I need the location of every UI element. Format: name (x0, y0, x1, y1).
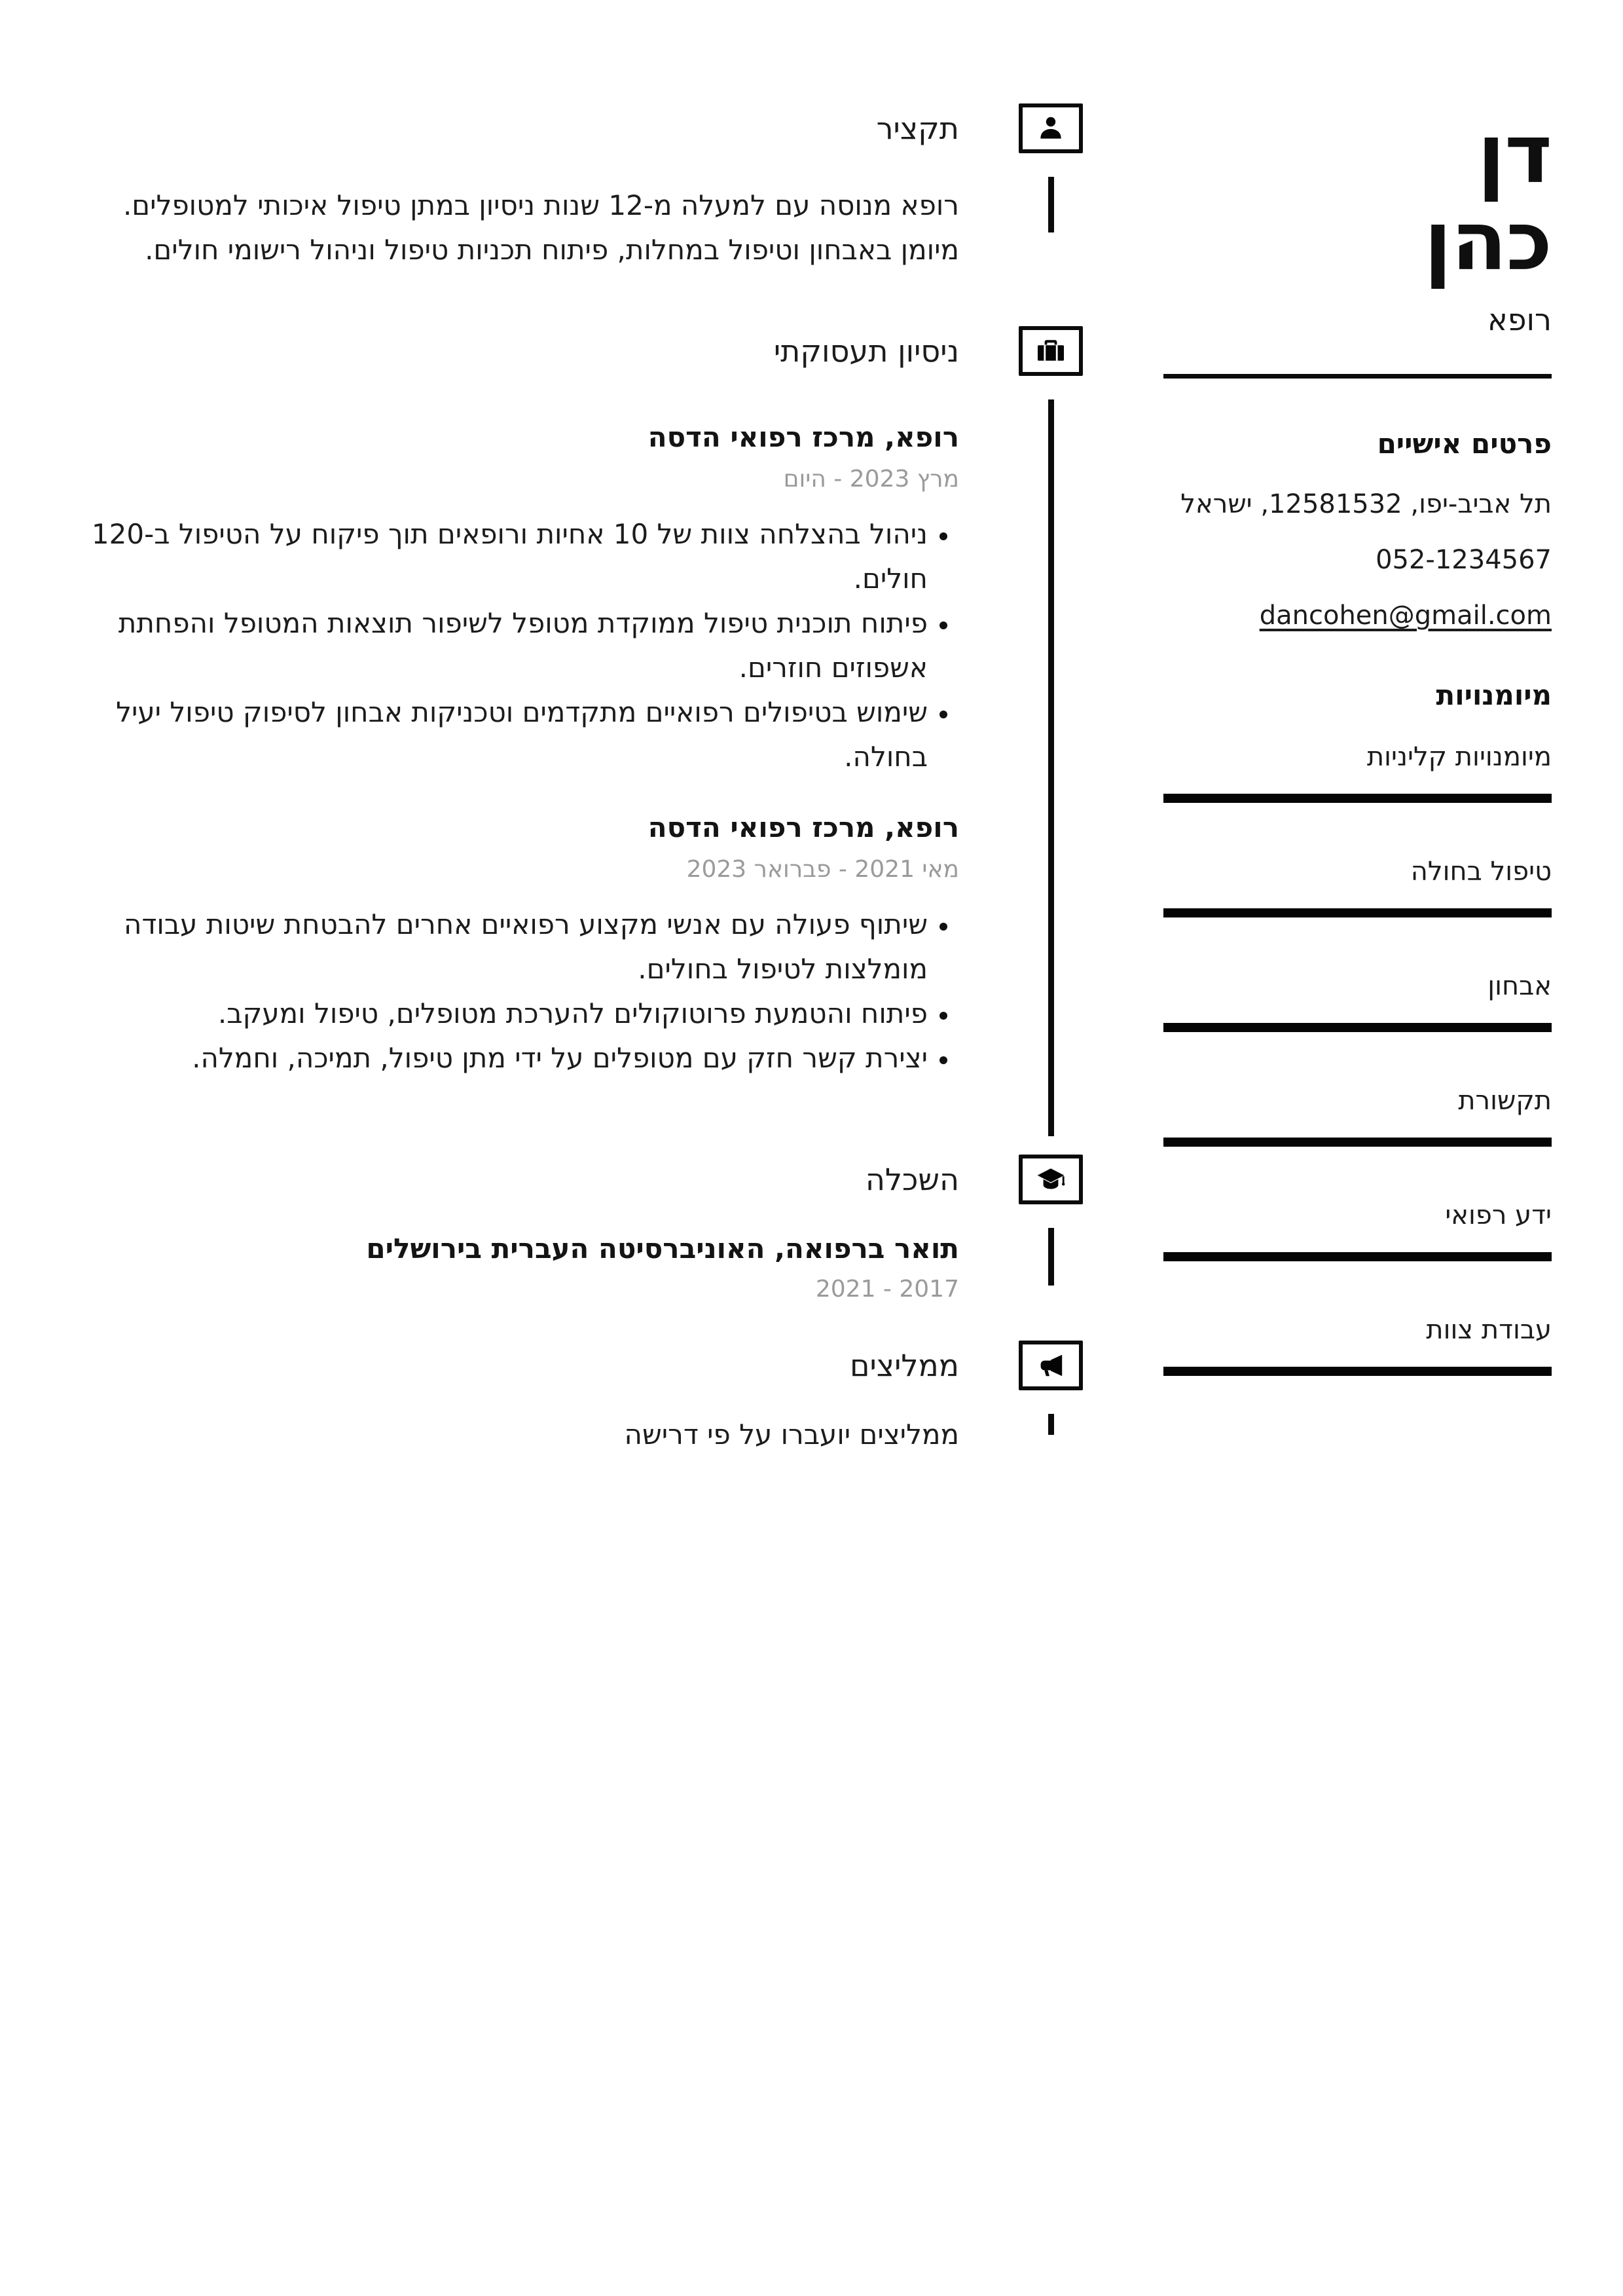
job-bullets (65, 512, 959, 779)
skill-label: תקשורת (1458, 1086, 1552, 1117)
skill-item (1163, 1200, 1552, 1261)
skill-item (1163, 856, 1552, 917)
sidebar-divider (1163, 374, 1552, 379)
skills-heading: מיומנויות (1436, 679, 1552, 712)
job-dates: מאי 2021 - פברואר 2023 (686, 856, 959, 883)
experience-content (65, 326, 985, 1136)
skill-level-bar (1163, 1367, 1552, 1376)
address: תל אביב-יפו, 12581532, ישראל (1180, 489, 1552, 520)
timeline-rail (985, 1155, 1116, 1304)
skill-label: ידע רפואי (1445, 1200, 1552, 1231)
job-title: רופא, מרכז רפואי הדסה (647, 811, 959, 843)
job-bullet: • פיתוח תוכנית טיפול ממוקדת מטופל לשיפור תוצאות המטופל והפחתת אשפוזים חוזרים. (65, 601, 928, 690)
job-entry (65, 811, 959, 1081)
phone-number: 052-1234567 (1376, 545, 1552, 576)
briefcase-icon (1019, 326, 1083, 376)
skill-label: מיומנויות קליניות (1366, 742, 1552, 773)
summary-heading: תקציר (876, 111, 959, 146)
graduation-cap-icon (1019, 1155, 1083, 1204)
skill-label: עבודת צוות (1426, 1315, 1552, 1346)
person-icon (1019, 103, 1083, 153)
job-bullet: • פיתוח והטמעת פרוטוקולים להערכת מטופלים, טיפול ומעקב. (65, 991, 928, 1036)
skill-item (1163, 1314, 1552, 1376)
candidate-job-title: רופא (1487, 302, 1552, 338)
section-experience (65, 326, 1116, 1136)
skill-level-bar (1163, 1138, 1552, 1147)
skill-item (1163, 971, 1552, 1032)
skill-level-bar (1163, 794, 1552, 803)
personal-details-heading: פרטים אישיים (1377, 428, 1552, 460)
job-bullet: • שימוש בטיפולים רפואיים מתקדמים וטכניקות אבחון לסיפוק טיפול יעיל בחולה. (65, 690, 928, 779)
references-content (65, 1341, 985, 1452)
references-text: ממליצים יועברו על פי דרישה (624, 1418, 959, 1451)
candidate-name (1163, 107, 1552, 289)
degree-title: תואר ברפואה, האוניברסיטה העברית בירושלים (366, 1232, 959, 1265)
skill-item (1163, 1085, 1552, 1147)
job-bullet: • יצירת קשר חזק עם מטופלים על ידי מתן טיפול, תמיכה, וחמלה. (65, 1036, 928, 1081)
education-heading: השכלה (865, 1162, 959, 1197)
timeline-rail (985, 1341, 1116, 1452)
education-content (65, 1155, 985, 1304)
skill-label: טיפול בחולה (1410, 857, 1552, 887)
job-dates: מרץ 2023 - היום (783, 466, 959, 492)
megaphone-icon (1019, 1341, 1083, 1390)
skill-level-bar (1163, 908, 1552, 917)
candidate-first-name: דן (1477, 107, 1552, 202)
skill-label: אבחון (1487, 971, 1552, 1002)
summary-content (65, 103, 985, 300)
timeline-segment (1048, 1228, 1054, 1286)
skill-item (1163, 741, 1552, 803)
education-dates: 2017 - 2021 (815, 1276, 959, 1303)
skill-level-bar (1163, 1252, 1552, 1261)
section-summary (65, 103, 1116, 300)
timeline-segment (1048, 1414, 1054, 1435)
skills-list (1163, 741, 1552, 1376)
main-column (65, 103, 1116, 1452)
job-entry (65, 420, 959, 779)
job-bullets (65, 902, 959, 1081)
section-education (65, 1155, 1116, 1304)
email-link[interactable]: dancohen@gmail.com (1259, 601, 1552, 631)
references-heading: ממליצים (849, 1348, 959, 1383)
job-title: רופא, מרכז רפואי הדסה (647, 421, 959, 453)
experience-heading: ניסיון תעסוקתי (773, 333, 959, 369)
skill-level-bar (1163, 1023, 1552, 1032)
contact-block (1163, 490, 1552, 630)
timeline-segment (1048, 399, 1054, 1136)
summary-text: רופא מנוסה עם למעלה מ-12 שנות ניסיון במתן טיפול איכותי למטופלים. מיומן באבחון וטיפול במחלות, פיתוח תכניות טיפול וניהול רישומי חולים. (122, 189, 959, 266)
timeline-segment (1048, 177, 1054, 232)
timeline-rail (985, 326, 1116, 1136)
job-bullet: • ניהול בהצלחה צוות של 10 אחיות ורופאים תוך פיקוח על הטיפול ב-120 חולים. (65, 512, 928, 601)
section-references (65, 1341, 1116, 1452)
sidebar (1163, 107, 1552, 1429)
candidate-last-name: כהן (1424, 194, 1552, 289)
timeline-rail (985, 103, 1116, 300)
job-bullet: • שיתוף פעולה עם אנשי מקצוע רפואיים אחרים להבטחת שיטות עבודה מומלצות לטיפול בחולים. (65, 902, 928, 991)
